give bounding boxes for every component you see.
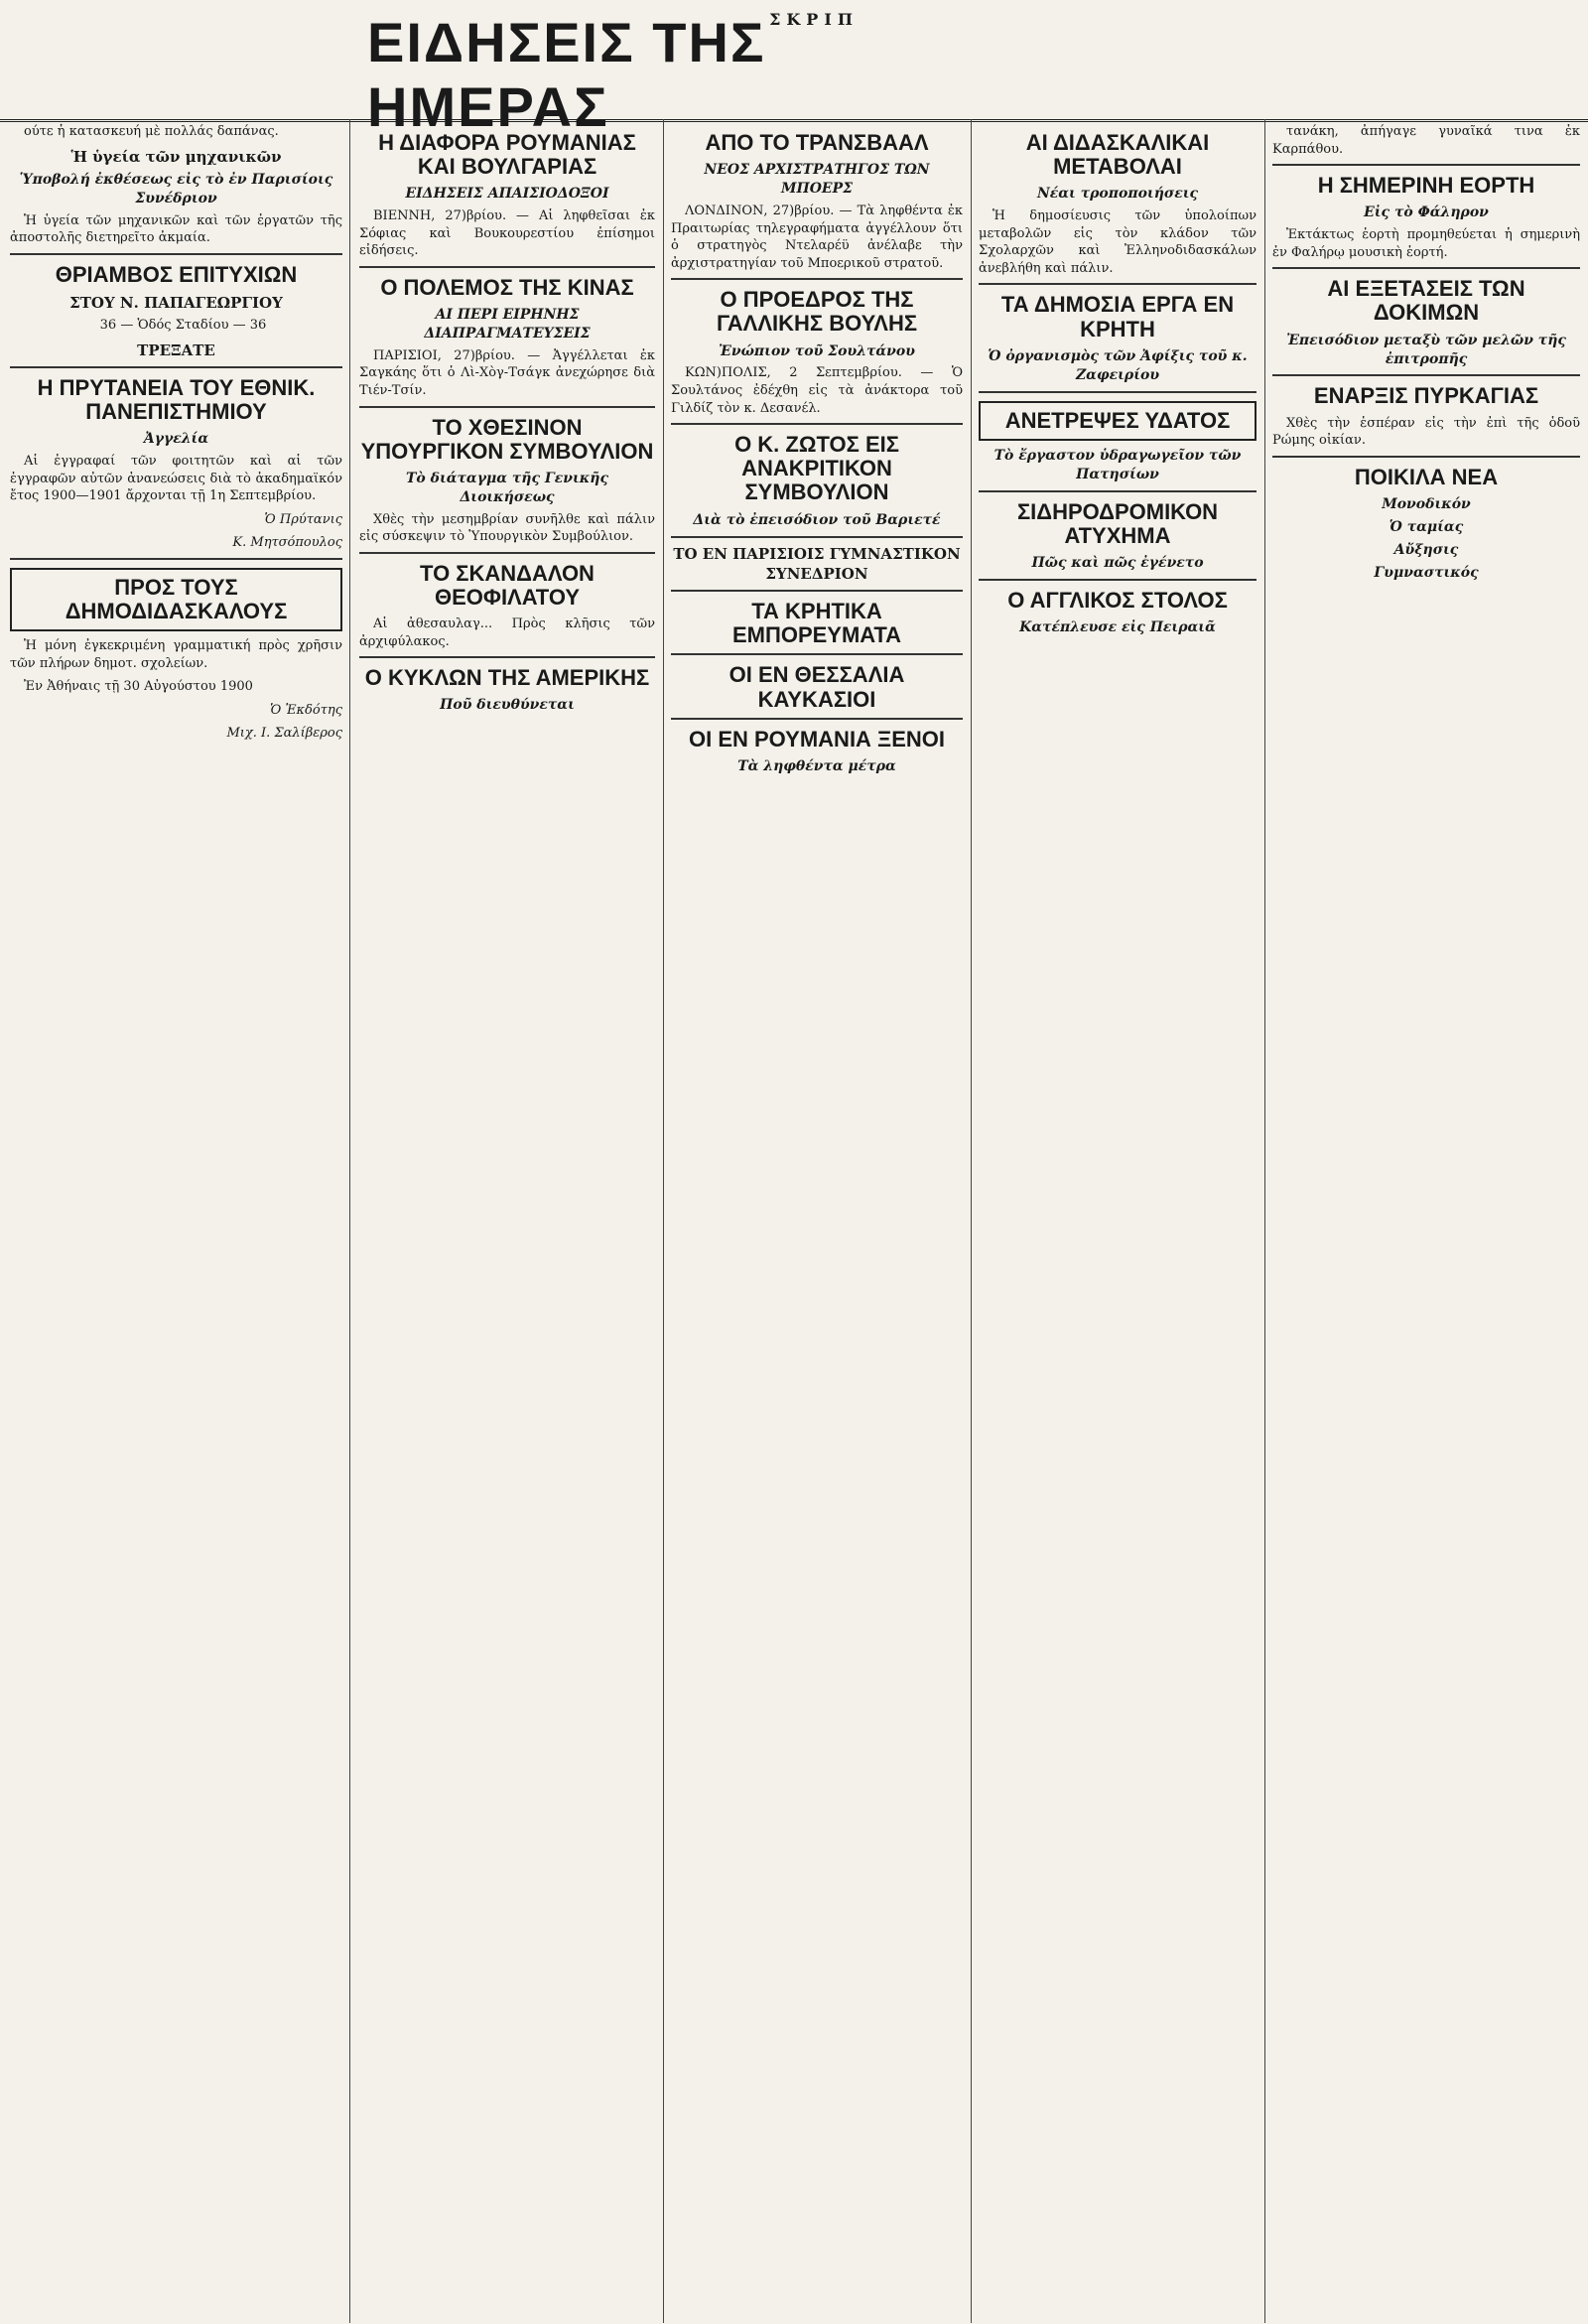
headline: ΕΝΑΡΞΙΣ ΠΥΡΚΑΓΙΑΣ [1313,383,1539,409]
article-text: ΒΙΕΝΝΗ, 27)βρίου. — Αἱ ληφθεῖσαι ἐκ Σόφιας καὶ Βουκουρεστίου ἐπίσημοι εἰδήσεις. [359,208,655,259]
subheadline: Πῶς καὶ πῶς ἐγένετο [1031,554,1204,571]
subheadline: Γυμναστικός [1374,564,1479,581]
headline: ΟΙ ΕΝ ΡΟΥΜΑΝΙΑ ΞΕΝΟΙ [688,726,946,752]
headline: ΑΝΕΤΡΕΨΕΣ ΥΔΑΤΟΣ [979,401,1257,441]
subheadline: Ἀγγελία [143,431,209,448]
headline: Η ΠΡΥΤΑΝΕΙΑ ΤΟΥ ΕΘΝΙΚ. ΠΑΝΕΠΙΣΤΗΜΙΟΥ [37,374,316,425]
subheadline: Νέαι τροποποιήσεις [1036,186,1199,203]
signature-name: Κ. Μητσόπουλος [232,535,342,551]
divider [359,406,655,408]
column-4 [979,123,1257,2317]
column-2 [359,123,655,2317]
headline: ΤΟ ΕΝ ΠΑΡΙΣΙΟΙΣ ΓΥΜΝΑΣΤΙΚΟΝ ΣΥΝΕΔΡΙΟΝ [673,544,961,583]
signature-title: Ὁ Πρύτανις [264,511,342,527]
subheadline: ΕΙΔΗΣΕΙΣ ΑΠΑΙΣΙΟΔΟΞΟΙ [405,186,609,203]
article-text: ΛΟΝΔΙΝΟΝ, 27)βρίου. — Τὰ ληφθέντα ἐκ Πραιτωρίας τηλεγραφήματα ἀγγέλλουν ὅτι ὁ στρατηγὸς Ντελαρέϋ ἀνέλαβε τὴν ἀρχιστρατηγίαν τοῦ Μποερικοῦ στρατοῦ. [671,203,963,271]
column-3 [671,123,963,2317]
divider [671,653,963,655]
subheadline: ΑΙ ΠΕΡΙ ΕΙΡΗΝΗΣ ΔΙΑΠΡΑΓΜΑΤΕΥΣΕΙΣ [424,307,591,342]
subheadline: Τὸ διάταγμα τῆς Γενικῆς Διοικήσεως [406,470,608,505]
column-5 [1272,123,1580,2317]
divider [359,266,655,268]
headline: Ο ΠΡΟΕΔΡΟΣ ΤΗΣ ΓΑΛΛΙΚΗΣ ΒΟΥΛΗΣ [716,287,918,337]
headline: ΟΙ ΕΝ ΘΕΣΣΑΛΙΑ ΚΑΥΚΑΣΙΟΙ [728,662,905,712]
headline: ΣΙΔΗΡΟΔΡΟΜΙΚΟΝ ΑΤΥΧΗΜΑ [1016,498,1219,548]
subheadline: Κατέπλευσε εἰς Πειραιᾶ [1019,619,1216,636]
headline: Ἡ ὑγεία τῶν μηχανικῶν [70,147,282,166]
divider [671,536,963,538]
article-text: Αἱ ἀθεσαυλαγ... Πρὸς κλῆσις τῶν ἀρχιφύλακος. [359,616,655,649]
subheadline: Ἐνώπιον τοῦ Σουλτάνου [719,342,915,359]
headline: ΤΑ ΔΗΜΟΣΙΑ ΕΡΓΑ ΕΝ ΚΡΗΤΗ [1000,292,1235,342]
address: 36 — Ὁδός Σταδίου — 36 [99,318,267,334]
article-text: Χθὲς τὴν ἑσπέραν εἰς τὴν ἐπὶ τῆς ὁδοῦ Ρώμης οἰκίαν. [1272,415,1580,449]
headline: ΠΟΙΚΙΛΑ ΝΕΑ [1354,464,1499,489]
signature-name: Μιχ. Ι. Σαλίβερος [226,726,342,742]
divider [1272,374,1580,376]
divider [979,283,1257,285]
article-text: Αἱ ἐγγραφαί τῶν φοιτητῶν καὶ αἱ τῶν ἐγγραφῶν αὐτῶν ἀνανεώσεις διὰ τὸ ἀκαδημαϊκόν ἔτος 1900—1901 ἄρχονται τῇ 1η Σεπτεμβρίου. [10,454,342,504]
subheadline: Ἐπεισόδιον μεταξὺ τῶν μελῶν τῆς ἐπιτροπῆς [1286,332,1566,367]
headline: ΑΠΟ ΤΟ ΤΡΑΝΣΒΑΑΛ [705,130,929,155]
signature-title: Ὁ Ἐκδότης [270,702,342,718]
divider [1272,456,1580,458]
divider [979,579,1257,581]
subheadline: ΣΤΟΥ Ν. ΠΑΠΑΓΕΩΡΓΙΟΥ [69,293,283,312]
divider [671,718,963,720]
divider [1272,267,1580,269]
running-head: ΣΚΡΙΠ [769,10,859,29]
divider [979,490,1257,492]
subheadline: Ὑποβολή ἐκθέσεως εἰς τὸ ἐν Παρισίοις Συνέδριον [19,171,333,206]
divider [671,590,963,592]
subheadline: Τὸ ἔργαστον ὑδραγωγεῖον τῶν Πατησίων [993,447,1242,482]
headline: Η ΔΙΑΦΟΡΑ ΡΟΥΜΑΝΙΑΣ ΚΑΙ ΒΟΥΛΓΑΡΙΑΣ [378,130,636,180]
article-text: ΠΑΡΙΣΙΟΙ, 27)βρίου. — Ἀγγέλλεται ἐκ Σαγκάης ὅτι ὁ Λὶ-Χὸγ-Τσάγκ ἀνεχώρησε διὰ Τιέν-Τσίν. [359,347,655,398]
headline: ΤΑ ΚΡΗΤΙΚΑ ΕΜΠΟΡΕΥΜΑΤΑ [731,599,902,648]
divider [359,656,655,658]
column-separator [1264,119,1265,2323]
headline: ΤΟ ΣΚΑΝΔΑΛΟΝ ΘΕΟΦΙΛΑΤΟΥ [420,560,595,610]
divider [671,278,963,280]
headline: ΑΙ ΔΙΔΑΣΚΑΛΙΚΑΙ ΜΕΤΑΒΟΛΑΙ [1025,130,1210,180]
headline: ΤΟ ΧΘΕΣΙΝΟΝ ΥΠΟΥΡΓΙΚΟΝ ΣΥΜΒΟΥΛΙΟΝ [360,414,654,464]
subheadline: ΝΕΟΣ ΑΡΧΙΣΤΡΑΤΗΓΟΣ ΤΩΝ ΜΠΟΕΡΣ [704,162,930,198]
article-text: Ἡ ὑγεία τῶν μηχανικῶν καὶ τῶν ἐργατῶν τῆς ἀποστολῆς διετηρεῖτο ἀκμαία. [10,212,342,246]
ad-text: ΤΡΕΞΑΤΕ [137,341,215,359]
headline: Ο ΚΥΚΛΩΝ ΤΗΣ ΑΜΕΡΙΚΗΣ [364,665,650,691]
divider [10,253,342,255]
subheadline: Μονοδικόν [1382,495,1471,512]
article-text: ΚΩΝ)ΠΟΛΙΣ, 2 Σεπτεμβρίου. — Ὁ Σουλτάνος ἐδέχθη εἰς τὰ ἀνάκτορα τοῦ Γιλδίζ τὸν κ. Δεσανέλ. [671,365,963,416]
main-banner: ΕΙΔΗΣΕΙΣ ΤΗΣ ΗΜΕΡΑΣ [367,11,766,138]
headline: Ο Κ. ΖΩΤΟΣ ΕΙΣ ΑΝΑΚΡΙΤΙΚΟΝ ΣΥΜΒΟΥΛΙΟΝ [734,432,899,505]
divider [1272,164,1580,166]
subheadline: Διὰ τὸ ἐπεισόδιον τοῦ Βαριετέ [693,511,941,528]
article-text: Χθὲς τὴν μεσημβρίαν συνῆλθε καὶ πάλιν εἰς σύσκεψιν τὸ Ὑπουργικὸν Συμβούλιον. [359,511,655,545]
article-text: Ἐκτάκτως ἑορτὴ προμηθεύεται ἡ σημερινὴ ἐν Φαλήρῳ μουσικὴ ἑορτή. [1272,227,1580,260]
headline: Ο ΑΓΓΛΙΚΟΣ ΣΤΟΛΟΣ [1007,587,1228,613]
subheadline: Εἰς τὸ Φάληρον [1364,205,1489,221]
lead-line: ούτε ἡ κατασκευή μὲ πολλάς δαπάνας. [24,124,279,139]
subheadline: Τὰ ληφθέντα μέτρα [737,757,896,774]
subheadline: Ὁ ταμίας [1389,518,1464,535]
headline: Ο ΠΟΛΕΜΟΣ ΤΗΣ ΚΙΝΑΣ [380,274,634,300]
subheadline: Αὔξησις [1393,541,1459,558]
lead-line: τανάκη, ἀπήγαγε γυναῖκά τινα ἐκ Καρπάθου. [1272,124,1580,157]
divider [359,552,655,554]
article-text: Ἡ μόνη ἐγκεκριμένη γραμματική πρὸς χρῆσιν τῶν πλήρων δημοτ. σχολείων. [10,638,342,671]
subheadline: Ὁ ὀργανισμὸς τῶν Ἀφίξις τοῦ κ. Ζαφειρίου [988,347,1248,383]
divider [10,366,342,368]
headline: Η ΣΗΜΕΡΙΝΗ ΕΟΡΤΗ [1317,173,1535,199]
column-1 [10,123,342,2317]
headline: ΘΡΙΑΜΒΟΣ ΕΠΙΤΥΧΙΩΝ [55,261,298,287]
column-separator [971,119,972,2323]
column-separator [663,119,664,2323]
dateline: Ἐν Ἀθήναις τῇ 30 Αὐγούστου 1900 [24,679,253,695]
divider [10,558,342,560]
headline: ΠΡΟΣ ΤΟΥΣ ΔΗΜΟΔΙΔΑΣΚΑΛΟΥΣ [10,568,342,631]
divider [979,391,1257,393]
column-separator [349,119,350,2323]
headline: ΑΙ ΕΞΕΤΑΣΕΙΣ ΤΩΝ ΔΟΚΙΜΩΝ [1327,276,1525,326]
divider [671,423,963,425]
subheadline: Ποῦ διευθύνεται [440,697,575,714]
article-text: Ἡ δημοσίευσις τῶν ὑπολοίπων μεταβολῶν εἰς τὸν κλάδον τῶν Σχολαρχῶν καὶ Ἑλληνοδιδασκάλων ἀνεβλήθη καὶ πάλιν. [979,208,1257,276]
